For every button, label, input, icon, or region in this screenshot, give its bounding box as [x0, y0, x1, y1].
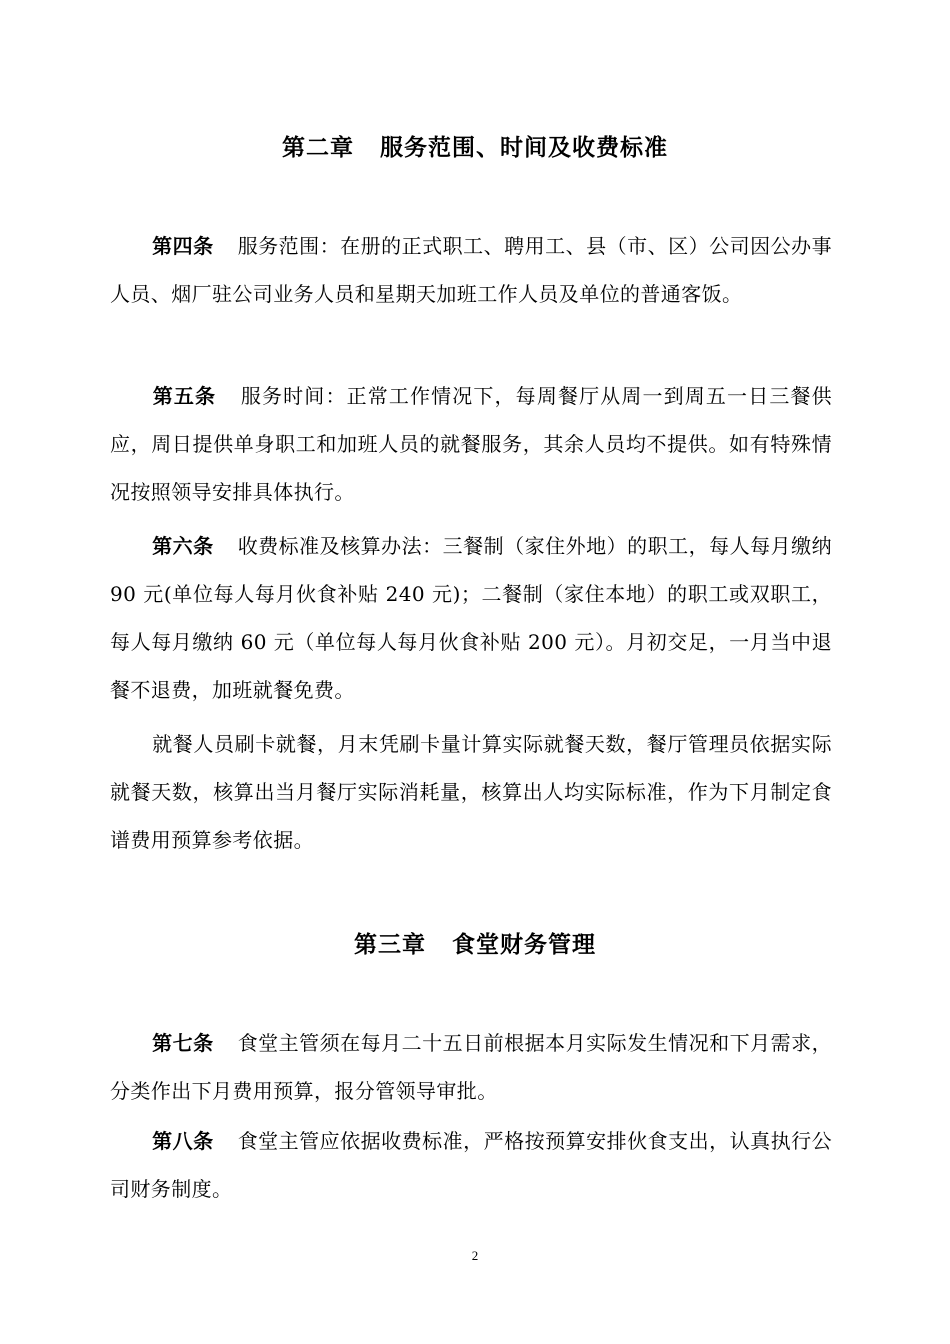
article-six-paragraph-two — [110, 720, 832, 864]
article-four-text: 服务范围：在册的正式职工、聘用工、县（市、区）公司因公办事人员、烟厂驻公司业务人员和星期天加班工作人员及单位的普通客饭。 — [110, 234, 832, 306]
article-four-label: 第四条 — [152, 234, 214, 258]
article-eight-label: 第八条 — [152, 1129, 214, 1153]
article-seven-text: 食堂主管须在每月二十五日前根据本月实际发生情况和下月需求，分类作出下月费用预算，报分管领导审批。 — [110, 1031, 832, 1103]
chapter-two-title: 服务范围、时间及收费标准 — [380, 135, 668, 161]
chapter-three-label: 第三章 — [354, 932, 426, 958]
article-six-label: 第六条 — [152, 534, 214, 558]
chapter-two-heading — [0, 133, 950, 163]
article-six-text: 收费标准及核算办法：三餐制（家住外地）的职工，每人每月缴纳 90 元(单位每人每月伙食补贴 240 元)；二餐制（家住本地）的职工或双职工，每人每月缴纳 60 元（单位每人每月伙食补贴 200 元）。月初交足，一月当中退餐不退费，加班就餐免费。 — [110, 534, 832, 702]
article-six — [110, 522, 832, 714]
chapter-two-label: 第二章 — [282, 135, 354, 161]
article-five-label: 第五条 — [152, 384, 217, 408]
article-seven — [110, 1019, 832, 1115]
page-number: 2 — [471, 1248, 479, 1263]
article-four — [110, 222, 832, 318]
article-five-text: 服务时间：正常工作情况下，每周餐厅从周一到周五一日三餐供应，周日提供单身职工和加班人员的就餐服务，其余人员均不提供。如有特殊情况按照领导安排具体执行。 — [110, 384, 833, 504]
article-eight — [110, 1117, 832, 1213]
article-five — [110, 372, 832, 516]
chapter-three-heading — [0, 930, 950, 960]
article-six-paragraph-two-text: 就餐人员刷卡就餐，月末凭刷卡量计算实际就餐天数，餐厅管理员依据实际就餐天数，核算出当月餐厅实际消耗量，核算出人均实际标准，作为下月制定食谱费用预算参考依据。 — [110, 732, 832, 852]
article-eight-text: 食堂主管应依据收费标准，严格按预算安排伙食支出，认真执行公司财务制度。 — [110, 1129, 832, 1201]
article-seven-label: 第七条 — [152, 1031, 214, 1055]
chapter-three-title: 食堂财务管理 — [452, 932, 596, 958]
